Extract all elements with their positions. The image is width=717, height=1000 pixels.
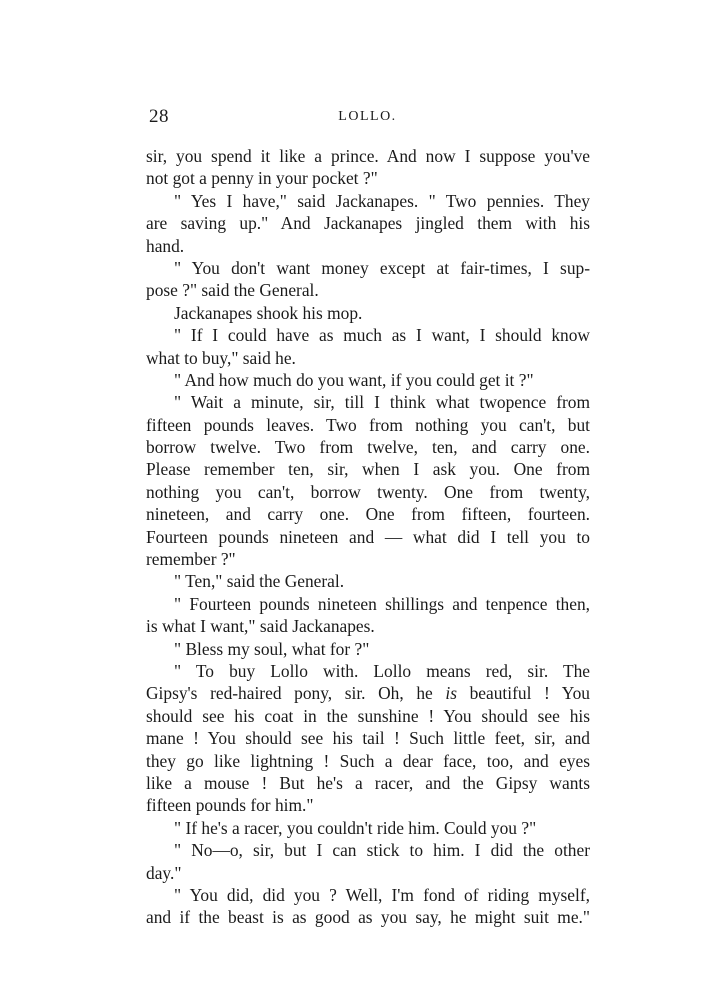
text-segment: Gipsy's red-haired pony, sir. Oh, he [146,683,446,704]
text-line: nothing you can't, borrow twenty. One from twenty, [146,481,590,502]
text-line: " Yes I have," said Jackanapes. " Two pennies. They [174,190,590,211]
text-line [146,682,590,704]
text-line: " Bless my soul, what for ?" [174,638,370,659]
text-line: Jackanapes shook his mop. [174,302,363,323]
text-line: borrow twelve. Two from twelve, ten, and carry one. [146,437,590,458]
running-head [145,106,590,136]
text-line: Please remember ten, sir, when I ask you. One from [146,459,590,480]
text-line: " Wait a minute, sir, till I think what twopence from [174,392,590,413]
text-line: Fourteen pounds nineteen and — what did I tell you to [146,526,590,547]
text-line: are saving up." And Jackanapes jingled them with his [146,213,590,234]
text-line: " You don't want money except at fair-times, I sup- [174,257,590,278]
text-line: sir, you spend it like a prince. And now I suppose you've [146,146,590,166]
text-line: " Fourteen pounds nineteen shillings and tenpence then, [174,593,590,614]
text-line: is what I want," said Jackanapes. [146,616,375,637]
text-line: " If I could have as much as I want, I should know [174,325,590,346]
text-line: they go like lightning ! Such a dear face, too, and eyes [146,750,590,771]
text-line: " No—o, sir, but I can stick to him. I did the other [174,840,590,861]
text-segment: beautiful ! You [456,683,590,704]
text-line: pose ?" said the General. [146,280,319,301]
text-line: like a mouse ! But he's a racer, and the Gipsy wants [146,772,590,793]
text-line: should see his coat in the sunshine ! You should see his [146,705,590,726]
text-line: fifteen pounds for him." [146,795,314,816]
text-line: " You did, did you ? Well, I'm fond of riding myself, [174,884,590,905]
text-line: and if the beast is as good as you say, he might suit me." [146,907,590,928]
text-line: fifteen pounds leaves. Two from nothing you can't, but [146,414,590,435]
text-line: day." [146,862,182,883]
body-text [146,145,590,929]
text-line: hand. [146,235,185,256]
text-line: " If he's a racer, you couldn't ride him. Could you ?" [174,817,537,838]
text-line: " To buy Lollo with. Lollo means red, sir. The [174,660,590,681]
text-line: remember ?" [146,549,236,570]
text-line: " And how much do you want, if you could get it ?" [174,369,534,390]
page-number: 28 [149,106,169,127]
text-line: not got a penny in your pocket ?" [146,168,378,189]
text-line: mane ! You should see his tail ! Such little feet, sir, and [146,728,590,749]
running-title: LOLLO. [338,109,397,124]
text-line: what to buy," said he. [146,347,296,368]
italic-text: is [445,683,457,704]
text-line: " Ten," said the General. [174,571,345,592]
text-line: nineteen, and carry one. One from fifteen, fourteen. [146,504,590,525]
